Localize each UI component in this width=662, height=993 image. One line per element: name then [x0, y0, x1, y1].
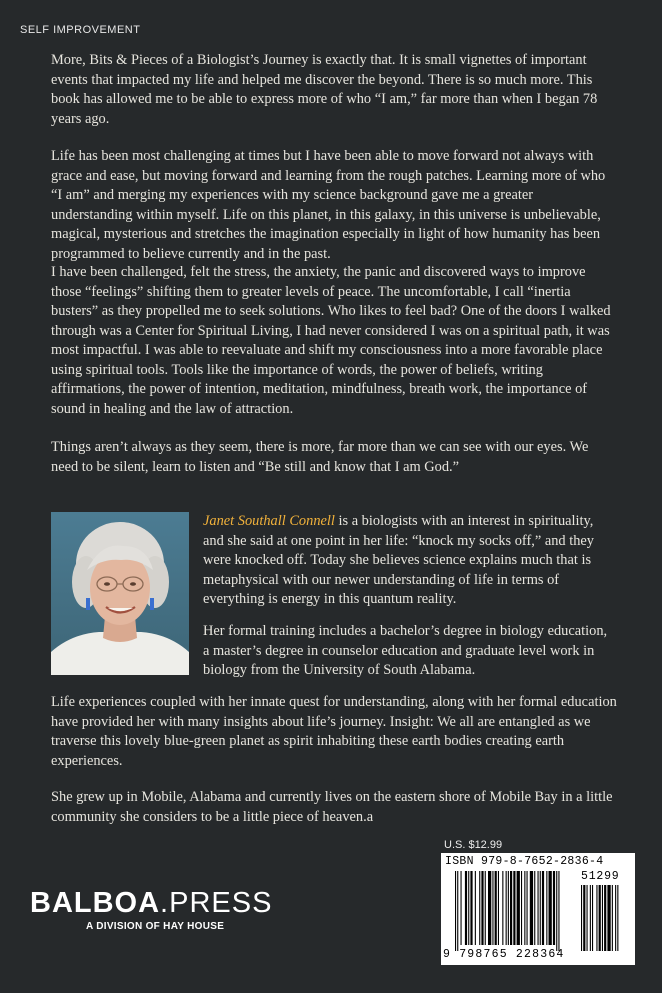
- barcode-addon-bar: [604, 885, 606, 951]
- publisher-logo: [30, 887, 272, 932]
- barcode-addon-bar: [587, 885, 588, 951]
- description-paragraph-4: Things aren’t always as they seem, there is more, far more than we can see with our eyes. We need to be silent, learn to listen and “Be still and know that I am God.”: [51, 439, 589, 475]
- barcode-bar: [479, 871, 480, 945]
- barcode-bar: [558, 871, 559, 951]
- barcode-bar: [527, 871, 528, 945]
- description-paragraph-5: Life experiences coupled with her innate quest for understanding, along with her formal education have provided her with many insights about life’s journey. Insight: We all are entangled as we traverse this lovely blue-green planet as spirit inhabiting these earth bodies creating earth experiences.: [51, 694, 617, 769]
- author-portrait-image: [51, 512, 189, 675]
- barcode-bar: [549, 871, 552, 945]
- isbn-barcode: [441, 853, 635, 965]
- barcode-bar: [513, 871, 515, 945]
- barcode-bar: [524, 871, 525, 945]
- barcode-bar: [457, 871, 458, 951]
- barcode-bar: [492, 871, 493, 945]
- barcode-bar: [530, 871, 533, 945]
- barcode-addon-digits: 51299: [581, 870, 620, 883]
- publisher-dot: .: [160, 887, 170, 919]
- barcode-bar: [534, 871, 535, 945]
- price-label: U.S. $12.99: [444, 839, 503, 851]
- description-paragraph-6: She grew up in Mobile, Alabama and currently lives on the eastern shore of Mobile Bay in a little community she considers to be a little piece of heaven.a: [51, 789, 613, 825]
- barcode-bar: [506, 871, 507, 945]
- barcode-bar: [481, 871, 483, 945]
- author-photo: [51, 512, 189, 675]
- barcode-bar: [538, 871, 539, 945]
- barcode-bar: [546, 871, 547, 945]
- barcode-bar: [521, 871, 522, 945]
- category-label: SELF IMPROVEMENT: [20, 24, 141, 36]
- barcode-bar: [485, 871, 486, 945]
- isbn-text: ISBN 979-8-7652-2836-4: [445, 855, 604, 868]
- barcode-addon-bar: [583, 885, 585, 951]
- barcode-bar: [455, 871, 456, 951]
- barcode-bar: [475, 871, 476, 945]
- author-name: Janet Southall Connell: [203, 513, 335, 529]
- barcode-addon-bar: [602, 885, 603, 951]
- publisher-name-bold: BALBOA: [30, 887, 161, 919]
- barcode-bar: [461, 871, 462, 945]
- barcode-bar: [508, 871, 509, 945]
- barcode-addon-bar: [590, 885, 591, 951]
- barcode-bar: [488, 871, 491, 945]
- barcode-addon-bar: [599, 885, 601, 951]
- barcode-bar: [510, 871, 512, 945]
- barcode-addon-bar: [581, 885, 582, 951]
- barcode-addon-bar: [612, 885, 613, 951]
- barcode-addon-bar: [596, 885, 597, 951]
- barcode-addon-bar: [592, 885, 593, 951]
- publisher-name-light: PRESS: [169, 887, 273, 919]
- barcode-ean-digits: 9 798765 228364: [443, 948, 565, 961]
- author-bio-paragraph-1: [203, 512, 617, 610]
- barcode-bar: [540, 871, 541, 945]
- barcode-addon-bar: [617, 885, 618, 951]
- barcode-bar: [470, 871, 472, 945]
- barcode-bar: [495, 871, 497, 945]
- barcode-bar: [542, 871, 544, 945]
- barcode-addon-bar: [615, 885, 616, 951]
- barcode-addon-bar: [607, 885, 610, 951]
- barcode-bar: [465, 871, 467, 945]
- author-bio-paragraph-2: Her formal training includes a bachelor’s degree in biology education, a master’s degree in counselor education and graduate level work in biology from the University of South Alabama.: [203, 623, 608, 678]
- description-paragraph-3: I have been challenged, felt the stress, the anxiety, the panic and discovered ways to improve those “feelings” shifting them to greater levels of peace. The uncomfortable, I call “inertia busters” as they propelled me to seek solutions. Who likes to feel bad? One of the doors I walked through was a Center for Spiritual Living, I had never considered I was on a spiritual path, it was most impactful. I was able to reevaluate and shift my consciousness into a more favorable place using spiritual tools. Tools like the importance of words, the power of beliefs, writing affirmations, the power of intention, meditation, mindfulness, breath work, the importance of sound in healing and the law of attraction.: [51, 264, 611, 417]
- barcode-bar: [517, 871, 520, 945]
- barcode-bar: [502, 871, 503, 945]
- barcode-bar: [553, 871, 555, 945]
- barcode-bar: [498, 871, 499, 945]
- description-paragraph-1: More, Bits & Pieces of a Biologist’s Journey is exactly that. It is small vignettes of important events that impacted my life and helped me discover the beyond. There is so much more. This book has allowed me to be able to express more of who “I am,” far more than when I began 78 years ago.: [51, 52, 598, 127]
- description-paragraph-2: Life has been most challenging at times but I have been able to move forward not always with grace and ease, but moving forward and learning from the rough patches. Learning more of who “I am” and merging my experiences with my science background gave me a greater understanding within myself. Life on this planet, in this galaxy, in this universe is unbelievable, magical, mysterious and stretches the imagination especially in light of how humanity has been programmed to believe currently and in the past.: [51, 148, 606, 262]
- publisher-name: [30, 887, 272, 920]
- barcode-bar: [468, 871, 469, 945]
- author-bio-text: is a biologists with an interest in spirituality, and she said at one point in her life: “knock my socks off,” and they were knocked off. Today she believes science explains much that is metaphysical with our newer understanding of life in terms of everything is energy in this quantum reality.: [203, 513, 594, 607]
- barcode-bar: [556, 871, 557, 951]
- publisher-subtitle: A DIVISION OF HAY HOUSE: [86, 921, 225, 932]
